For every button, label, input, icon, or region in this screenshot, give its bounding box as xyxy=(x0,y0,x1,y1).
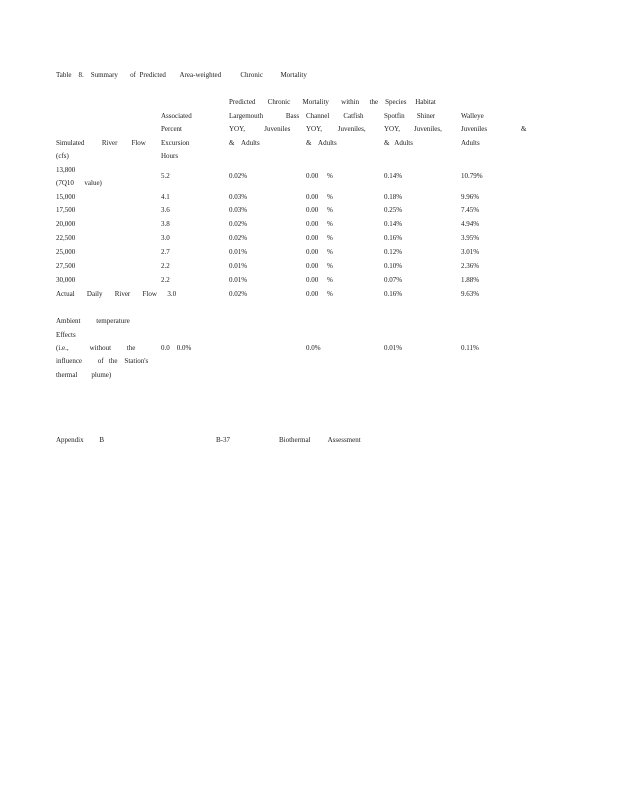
catfish-cell: 0.00 % xyxy=(306,234,333,242)
catfish-cell: 0.0% xyxy=(306,344,321,352)
shiner-cell: 0.25% xyxy=(384,206,403,214)
ambient-label-line: influence of the Station's xyxy=(56,357,149,365)
catfish-cell: 0.00 % xyxy=(306,206,333,214)
header-line: Juveniles xyxy=(461,125,488,133)
assoc-cell: 3.0 xyxy=(161,234,170,242)
header-line: Walleye xyxy=(461,112,484,120)
footer-appendix: Appendix B xyxy=(56,436,105,444)
shiner-cell: 0.14% xyxy=(384,220,403,228)
ambient-label-line: Ambient temperature xyxy=(56,317,130,325)
walleye-cell: 3.95% xyxy=(461,234,480,242)
assoc-cell: 3.8 xyxy=(161,220,170,228)
walleye-cell: 4.94% xyxy=(461,220,480,228)
bass-cell: 0.03% xyxy=(229,206,248,214)
walleye-cell: 7.45% xyxy=(461,206,480,214)
shiner-cell: 0.07% xyxy=(384,276,403,284)
bass-cell: 0.03% xyxy=(229,193,248,201)
header-line: Excursion xyxy=(161,139,190,147)
header-line: YOY, Juveniles, xyxy=(306,125,366,133)
footer-section: Biothermal Assessment xyxy=(279,436,361,444)
shiner-cell: 0.01% xyxy=(384,344,403,352)
header-line: Associated xyxy=(161,112,192,120)
ambient-label-line: (i.e., without the xyxy=(56,344,136,352)
footer-page-number: B-37 xyxy=(216,436,230,444)
bass-cell: 0.02% xyxy=(229,290,248,298)
walleye-cell: 3.01% xyxy=(461,248,480,256)
flow-cell: 30,000 xyxy=(56,276,76,284)
header-line: YOY, Juveniles, xyxy=(384,125,442,133)
header-line: Spotfin Shiner xyxy=(384,112,436,120)
assoc-cell: 0.0 0.0% xyxy=(161,344,192,352)
bass-cell: 0.02% xyxy=(229,172,248,180)
catfish-cell: 0.00 % xyxy=(306,276,333,284)
flow-cell: 17,500 xyxy=(56,206,76,214)
bass-cell: 0.01% xyxy=(229,262,248,270)
flow-cell: 15,000 xyxy=(56,193,76,201)
walleye-cell: 1.88% xyxy=(461,276,480,284)
header-line: Largemouth Bass xyxy=(229,112,300,120)
catfish-cell: 0.00 % xyxy=(306,172,333,180)
bass-cell: 0.02% xyxy=(229,220,248,228)
header-line: Percent xyxy=(161,125,182,133)
header-line: (cfs) xyxy=(56,152,69,160)
flow-cell: 27,500 xyxy=(56,262,76,270)
header-line: & Adults xyxy=(384,139,413,147)
bass-cell: 0.01% xyxy=(229,276,248,284)
catfish-cell: 0.00 % xyxy=(306,262,333,270)
header-line: & Adults xyxy=(306,139,337,147)
assoc-cell: 5.2 xyxy=(161,172,170,180)
flow-cell: 22,500 xyxy=(56,234,76,242)
flow-cell: 13,800 xyxy=(56,166,76,174)
catfish-cell: 0.00 % xyxy=(306,248,333,256)
flow-note: (7Q10 value) xyxy=(56,179,102,187)
walleye-cell: 10.79% xyxy=(461,172,483,180)
catfish-cell: 0.00 % xyxy=(306,290,333,298)
assoc-cell: 2.2 xyxy=(161,276,170,284)
table-caption: Table 8. Summary of Predicted Area-weighted Chronic Mortality xyxy=(56,71,307,79)
header-line: Adults xyxy=(461,139,480,147)
flow-cell: 25,000 xyxy=(56,248,76,256)
header-ampersand: & xyxy=(521,125,527,133)
header-line: Simulated River Flow xyxy=(56,139,146,147)
bass-cell: 0.02% xyxy=(229,234,248,242)
assoc-cell: 2.2 xyxy=(161,262,170,270)
shiner-cell: 0.10% xyxy=(384,262,403,270)
header-line: Channel Catfish xyxy=(306,112,364,120)
predicted-mortality-header: Predicted Chronic Mortality within the Species Habitat xyxy=(229,98,436,106)
bass-cell: 0.01% xyxy=(229,248,248,256)
assoc-cell: 4.1 xyxy=(161,193,170,201)
actual-flow-label: Actual Daily River Flow 3.0 xyxy=(56,290,177,298)
catfish-cell: 0.00 % xyxy=(306,193,333,201)
header-line: Hours xyxy=(161,152,179,160)
shiner-cell: 0.16% xyxy=(384,290,403,298)
header-line: & Adults xyxy=(229,139,260,147)
walleye-cell: 2.36% xyxy=(461,262,480,270)
shiner-cell: 0.18% xyxy=(384,193,403,201)
walleye-cell: 0.11% xyxy=(461,344,479,352)
shiner-cell: 0.16% xyxy=(384,234,403,242)
flow-cell: 20,000 xyxy=(56,220,76,228)
walleye-cell: 9.96% xyxy=(461,193,480,201)
shiner-cell: 0.14% xyxy=(384,172,403,180)
assoc-cell: 2.7 xyxy=(161,248,170,256)
walleye-cell: 9.63% xyxy=(461,290,480,298)
assoc-cell: 3.6 xyxy=(161,206,170,214)
catfish-cell: 0.00 % xyxy=(306,220,333,228)
header-line: YOY, Juveniles xyxy=(229,125,291,133)
shiner-cell: 0.12% xyxy=(384,248,403,256)
ambient-label-line: thermal plume) xyxy=(56,371,112,379)
ambient-label-line: Effects xyxy=(56,331,76,339)
